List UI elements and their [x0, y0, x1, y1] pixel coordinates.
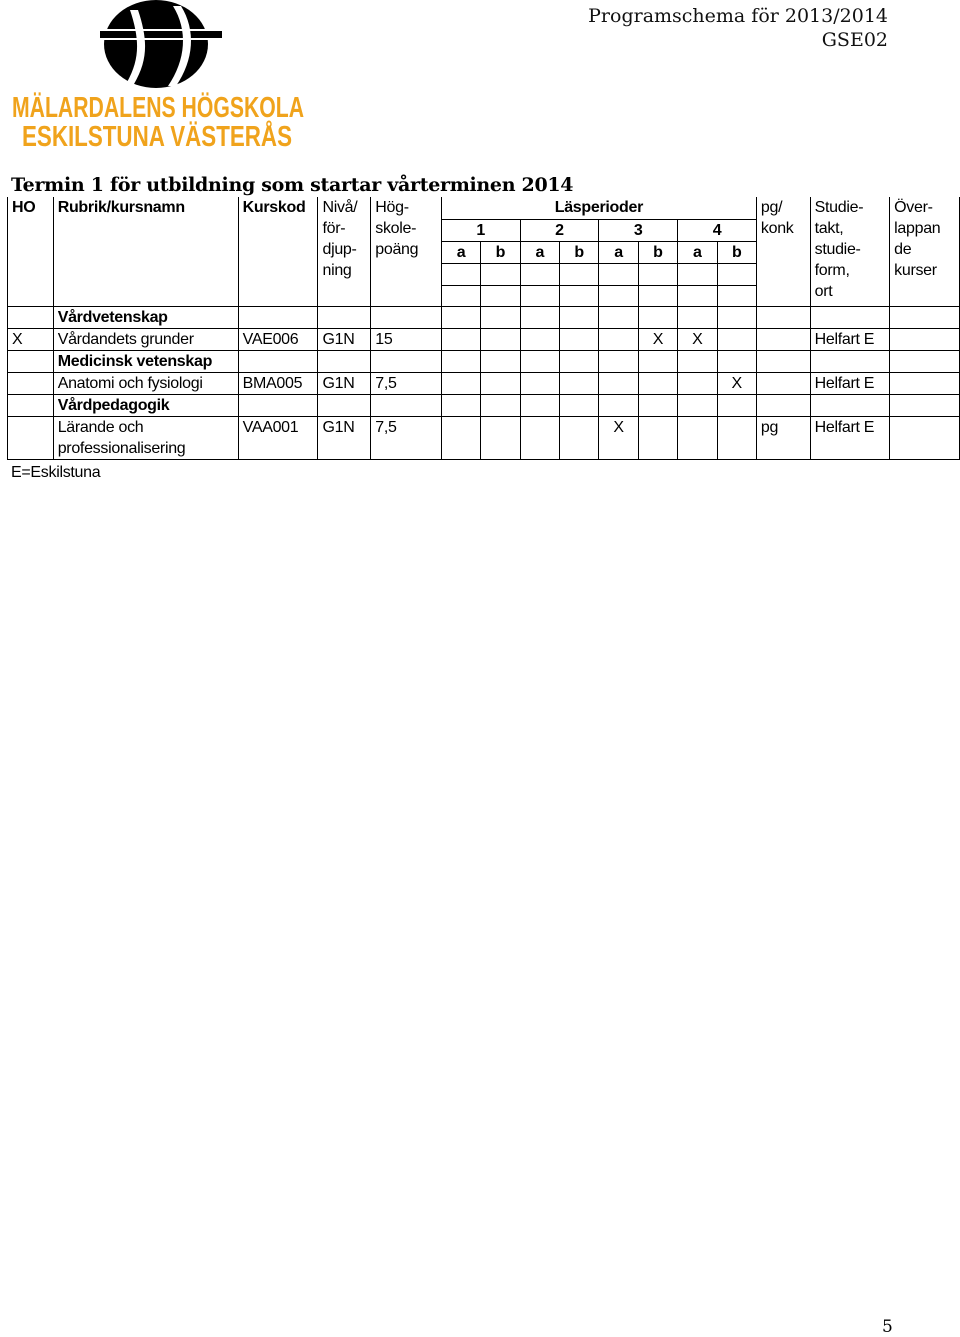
- header-poang: [371, 197, 442, 306]
- period-cell: [599, 328, 638, 350]
- header-blank: [520, 285, 559, 306]
- ho-cell: [8, 306, 54, 328]
- header-subperiod: a: [678, 241, 717, 263]
- header-blank: [717, 263, 756, 285]
- header-overlapp-line: lappan: [894, 220, 941, 237]
- header-subperiod: b: [481, 241, 520, 263]
- period-cell: [441, 416, 480, 459]
- studietakt-cell: Helfart E: [810, 372, 890, 394]
- header-blank: [559, 263, 598, 285]
- header-studietakt-line: ort: [814, 283, 833, 300]
- blank-cell: [238, 394, 318, 416]
- course-credits: 15: [371, 328, 442, 350]
- blank-cell: [810, 350, 890, 372]
- period-cell: [441, 372, 480, 394]
- logo-line1: MÄLARDALENS HÖGSKOLA: [12, 92, 412, 124]
- blank-cell: [599, 350, 638, 372]
- period-cell: X: [638, 328, 677, 350]
- blank-cell: [890, 306, 960, 328]
- period-cell: [638, 416, 677, 459]
- blank-cell: [678, 306, 717, 328]
- blank-cell: [638, 394, 677, 416]
- course-code: VAA001: [238, 416, 318, 459]
- header-blank: [678, 285, 717, 306]
- blank-cell: [717, 394, 756, 416]
- course-level: G1N: [318, 328, 371, 350]
- period-cell: [559, 416, 598, 459]
- blank-cell: [481, 350, 520, 372]
- course-row: [8, 328, 960, 350]
- header-blank: [717, 285, 756, 306]
- group-heading-row: [8, 394, 960, 416]
- header-subperiod: b: [559, 241, 598, 263]
- header-blank: [678, 263, 717, 285]
- blank-cell: [371, 394, 442, 416]
- blank-cell: [810, 306, 890, 328]
- period-cell: [717, 328, 756, 350]
- blank-cell: [599, 306, 638, 328]
- period-cell: [520, 416, 559, 459]
- header-poang-line: Hög-: [375, 199, 409, 216]
- period-cell: [638, 372, 677, 394]
- header-period-3: 3: [599, 219, 678, 241]
- header-pgkonk: [756, 197, 810, 306]
- logo-line2: ESKILSTUNA VÄSTERÅS: [22, 121, 373, 153]
- header-blank: [559, 285, 598, 306]
- header-niva-line: djup-: [322, 241, 357, 258]
- blank-cell: [559, 306, 598, 328]
- period-cell: [678, 372, 717, 394]
- header-overlapp-line: de: [894, 241, 912, 258]
- header-studietakt-line: form,: [814, 262, 850, 279]
- header-period-2: 2: [520, 219, 599, 241]
- header-overlapp-line: kurser: [894, 262, 937, 279]
- pg-konk-cell: [756, 372, 810, 394]
- header-niva: [318, 197, 371, 306]
- group-heading-row: [8, 350, 960, 372]
- blank-cell: [890, 350, 960, 372]
- period-cell: X: [599, 416, 638, 459]
- course-body: [8, 306, 960, 459]
- blank-cell: [238, 350, 318, 372]
- header-rubrik: Rubrik/kursnamn: [53, 197, 238, 306]
- university-logo: [8, 0, 412, 153]
- studietakt-cell: Helfart E: [810, 328, 890, 350]
- course-name-line: Lärande och: [57, 418, 144, 436]
- blank-cell: [441, 394, 480, 416]
- blank-cell: [638, 350, 677, 372]
- header-blank: [638, 263, 677, 285]
- page-number: 5: [882, 1317, 893, 1337]
- blank-cell: [441, 306, 480, 328]
- studietakt-cell: Helfart E: [810, 416, 890, 459]
- footnote: E=Eskilstuna: [11, 464, 101, 481]
- course-name-line: Anatomi och fysiologi: [57, 374, 203, 392]
- blank-cell: [559, 394, 598, 416]
- course-name: [53, 372, 238, 394]
- period-cell: [520, 372, 559, 394]
- page-title: Termin 1 för utbildning som startar vårterminen 2014: [11, 174, 574, 196]
- blank-cell: [481, 306, 520, 328]
- program-title: Programschema för 2013/2014: [588, 5, 888, 27]
- blank-cell: [810, 394, 890, 416]
- blank-cell: [717, 306, 756, 328]
- ho-cell: [8, 350, 54, 372]
- header-subperiod: b: [717, 241, 756, 263]
- header-subperiod: b: [638, 241, 677, 263]
- period-cell: X: [717, 372, 756, 394]
- overlap-cell: [890, 372, 960, 394]
- logo-mark: [92, 0, 227, 88]
- header-kurskod: Kurskod: [238, 197, 318, 306]
- header-period-4: 4: [678, 219, 757, 241]
- blank-cell: [371, 350, 442, 372]
- blank-cell: [318, 394, 371, 416]
- ho-cell: [8, 394, 54, 416]
- course-row: [8, 416, 960, 459]
- period-cell: [717, 416, 756, 459]
- course-code: BMA005: [238, 372, 318, 394]
- header-studietakt: [810, 197, 890, 306]
- period-cell: [559, 328, 598, 350]
- header-studietakt-line: Studie-: [814, 199, 864, 216]
- pg-konk-cell: [756, 328, 810, 350]
- header-studietakt-line: takt,: [814, 220, 844, 237]
- header-blank: [638, 285, 677, 306]
- blank-cell: [481, 394, 520, 416]
- header-pgkonk-line: konk: [760, 220, 794, 237]
- period-cell: X: [678, 328, 717, 350]
- program-code: GSE02: [821, 29, 888, 51]
- course-credits: 7,5: [371, 416, 442, 459]
- blank-cell: [678, 350, 717, 372]
- blank-cell: [559, 350, 598, 372]
- pg-konk-cell: pg: [756, 416, 810, 459]
- period-cell: [678, 416, 717, 459]
- header-pgkonk-line: pg/: [760, 199, 783, 216]
- header-subperiod: a: [599, 241, 638, 263]
- blank-cell: [318, 350, 371, 372]
- blank-cell: [717, 350, 756, 372]
- header-poang-line: skole-: [375, 220, 417, 237]
- ho-cell: [8, 416, 54, 459]
- course-name: [53, 328, 238, 350]
- course-name-line: Vårdandets grunder: [57, 330, 194, 348]
- header-studietakt-line: studie-: [814, 241, 861, 258]
- period-cell: [599, 372, 638, 394]
- group-heading: Medicinsk vetenskap: [53, 350, 238, 372]
- course-schedule-table: [7, 197, 960, 460]
- ho-cell: [8, 372, 54, 394]
- course-code: VAE006: [238, 328, 318, 350]
- header-overlapp: [890, 197, 960, 306]
- blank-cell: [318, 306, 371, 328]
- course-row: [8, 372, 960, 394]
- blank-cell: [890, 394, 960, 416]
- overlap-cell: [890, 328, 960, 350]
- blank-cell: [441, 350, 480, 372]
- header-blank: [520, 263, 559, 285]
- header-blank: [481, 263, 520, 285]
- header-ho: HO: [8, 197, 54, 306]
- period-cell: [441, 328, 480, 350]
- header-blank: [441, 263, 480, 285]
- blank-cell: [599, 394, 638, 416]
- header-period-1: 1: [441, 219, 520, 241]
- blank-cell: [520, 394, 559, 416]
- blank-cell: [638, 306, 677, 328]
- blank-cell: [520, 350, 559, 372]
- document-header: [588, 4, 888, 52]
- course-name-line: professionalisering: [57, 439, 186, 457]
- header-lasperioder: Läsperioder: [441, 197, 756, 219]
- header-subperiod: a: [520, 241, 559, 263]
- ho-cell: X: [8, 328, 54, 350]
- header-blank: [441, 285, 480, 306]
- period-cell: [481, 372, 520, 394]
- header-poang-line: poäng: [375, 241, 419, 258]
- header-overlapp-line: Över-: [894, 199, 933, 216]
- group-heading: Vårdvetenskap: [53, 306, 238, 328]
- course-level: G1N: [318, 416, 371, 459]
- period-cell: [559, 372, 598, 394]
- header-niva-line: ning: [322, 262, 352, 279]
- header-niva-line: Nivå/: [322, 199, 358, 216]
- blank-cell: [238, 306, 318, 328]
- period-cell: [481, 416, 520, 459]
- overlap-cell: [890, 416, 960, 459]
- header-blank: [599, 285, 638, 306]
- blank-cell: [520, 306, 559, 328]
- period-cell: [520, 328, 559, 350]
- group-heading: Vårdpedagogik: [53, 394, 238, 416]
- group-heading-row: [8, 306, 960, 328]
- blank-cell: [756, 306, 810, 328]
- period-cell: [481, 328, 520, 350]
- course-name: [53, 416, 238, 459]
- header-niva-line: för-: [322, 220, 346, 237]
- course-credits: 7,5: [371, 372, 442, 394]
- blank-cell: [678, 394, 717, 416]
- blank-cell: [756, 394, 810, 416]
- blank-cell: [371, 306, 442, 328]
- course-level: G1N: [318, 372, 371, 394]
- blank-cell: [756, 350, 810, 372]
- header-subperiod: a: [441, 241, 480, 263]
- header-blank: [481, 285, 520, 306]
- header-blank: [599, 263, 638, 285]
